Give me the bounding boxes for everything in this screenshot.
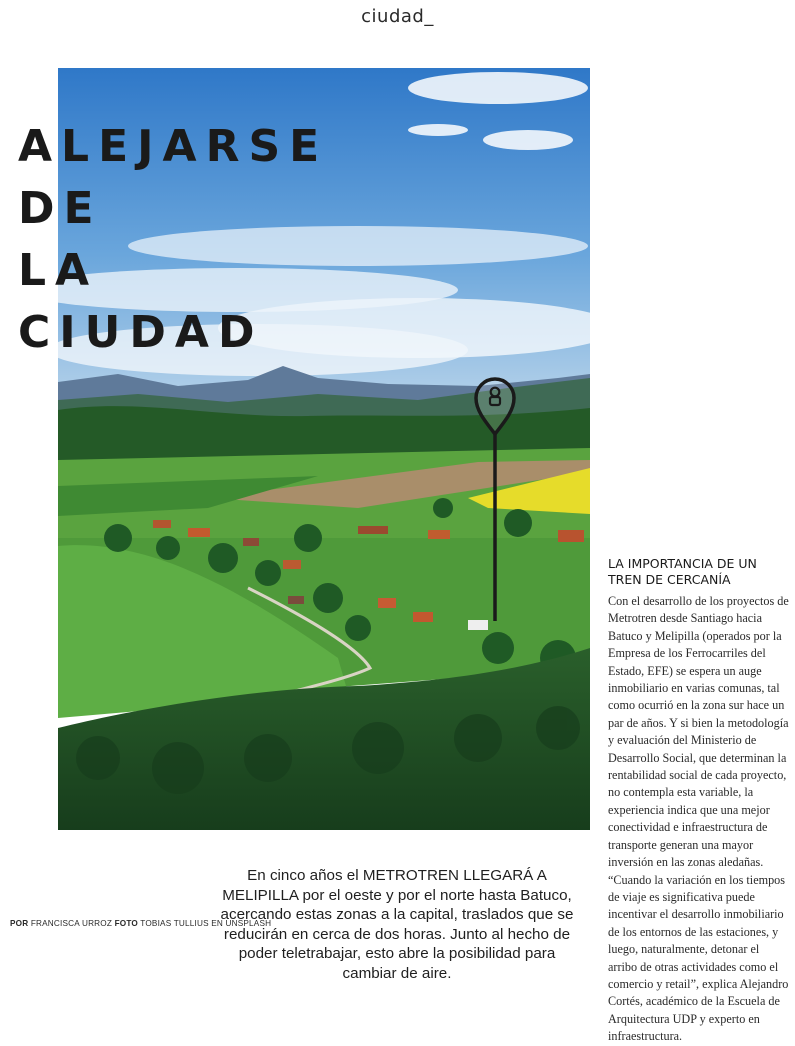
credit-author: FRANCISCA URROZ [30,919,113,928]
headline-line: LA [18,245,99,296]
lede-paragraph [210,866,584,983]
lede-text: por el oeste y por el norte hasta Batuco, acercando estas zonas a la capital, traslados que se reducirán en cerca de dos horas. Junto al hecho de poder teletrabajar, esto abre la posibilidad para cambiar de aire. [220,886,574,982]
sidebar-heading: LA IMPORTANCIA DE UN TREN DE CERCANÍA [608,556,757,587]
credit-foto-label: FOTO [114,919,138,928]
lede-text: En cinco años el [247,867,363,884]
lede-highlight: METROTREN LLEGARÁ A MELIPILLA [222,867,547,904]
headline-line: DE [18,183,103,234]
credit-por-label: POR [10,919,29,928]
headline [18,116,328,364]
sidebar-article [608,556,790,1046]
headline-line: CIUDAD [18,307,264,358]
credit-photographer: TOBIAS TULLIUS EN UNSPLASH [140,919,272,928]
sidebar-body: Con el desarrollo de los proyectos de Metrotren desde Santiago hacia Batuco y Melipilla (operados por la Empresa de los Ferrocarriles del Estado, EFE) se espera un auge inmobiliario en varias comunas, tal como ocurrió en la zona sur hace un par de años. Y si bien la metodología y evaluación del Ministerio de Desarrollo Social, que determinan la rentabilidad social de cada proyecto, no contempla esta variable, la experiencia indica que una mejor conectividad e infraestructura de transporte generan una mayor inversión en las zonas aledañas. “Cuando la variación en los tiempos de viaje es significativa puede incentivar el desarrollo inmobiliario de los entornos de las estaciones, y luego, naturalmente, detonar el arribo de otras actividades como el comercio y retail”, explica Alejandro Cortés, académico de la Escuela de Arquitectura UDP y experto en infraestructura. [608,594,789,1044]
section-tag: ciudad_ [361,6,434,27]
headline-line: ALEJARSE [18,121,329,172]
